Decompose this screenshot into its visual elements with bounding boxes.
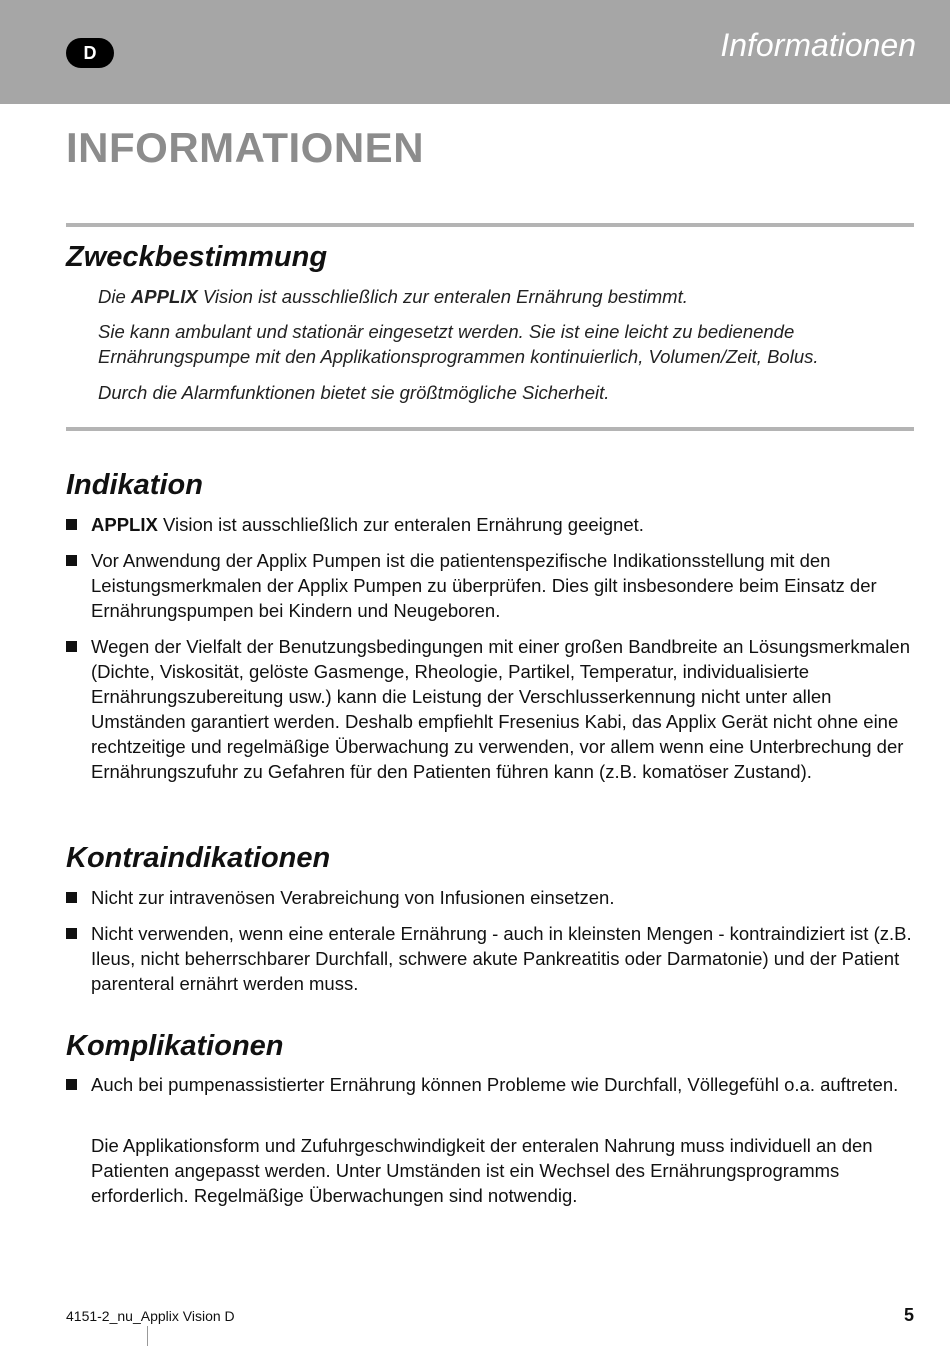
list-item: Auch bei pumpenassistierter Ernährung können Probleme wie Durchfall, Völlegefühl o.a. auftreten. [66,1072,916,1097]
indikation-list [66,512,916,795]
heading-kontraindikationen: Kontraindikationen [66,842,331,874]
zweck-paragraph-2: Sie kann ambulant und stationär eingesetzt werden. Sie ist eine leicht zu bedienende Ernährungspumpe mit den Applikationsprogrammen kontinuierlich, Volumen/Zeit, Bolus. [98,321,819,367]
square-bullet-icon [66,641,77,652]
brand-name: APPLIX [91,514,158,535]
komplikationen-list [66,1072,916,1108]
komplikationen-paragraph: Die Applikationsform und Zufuhrgeschwindigkeit der enteralen Nahrung muss individuell an den Patienten angepasst werden. Unter Umständen ist ein Wechsel des Ernährungsprogramms erforderlich. Regelmäßige Überwachungen sind notwendig. [91,1135,873,1206]
zweck-paragraph-3: Durch die Alarmfunktionen bietet sie größtmögliche Sicherheit. [98,382,610,403]
square-bullet-icon [66,555,77,566]
square-bullet-icon [66,892,77,903]
heading-indikation: Indikation [66,469,203,501]
language-badge: D [66,38,114,68]
kontraindikationen-list [66,885,916,1007]
crop-mark [147,1326,148,1346]
list-item: Wegen der Vielfalt der Benutzungsbedingungen mit einer großen Bandbreite an Lösungsmerkmalen (Dichte, Viskosität, gelöste Gasmenge, Rheologie, Partikel, Temperatur, individualisierte Ernährungszubereitung usw.) kann die Leistung der Verschlusserkennung nicht unter allen Umständen garantiert werden. Deshalb empfiehlt Fresenius Kabi, das Applix Gerät nicht ohne eine rechtzeitige und regelmäßige Überwachung zu verwenden, vor allem wenn eine Unterbrechung der Ernährungszufuhr zu Gefahren für den Patienten führen kann (z.B. komatöser Zustand). [66,634,916,784]
heading-zweckbestimmung: Zweckbestimmung [66,241,328,273]
page-number: 5 [903,1305,914,1325]
square-bullet-icon [66,928,77,939]
brand-name: APPLIX [130,286,198,307]
page-title: INFORMATIONEN [66,124,425,171]
header-title: Informationen [720,27,916,63]
list-item: Vor Anwendung der Applix Pumpen ist die patientenspezifische Indikationsstellung mit den Leistungsmerkmalen der Applix Pumpen zu überprüfen. Dies gilt insbesondere beim Einsatz der Ernährungspumpen bei Kindern und Neugeboren. [66,548,916,623]
list-item: Nicht zur intravenösen Verabreichung von Infusionen einsetzen. [66,885,916,910]
square-bullet-icon [66,1079,77,1090]
section-divider [66,223,914,227]
section-divider [66,427,914,431]
zweck-paragraph-1: Die APPLIX Vision ist ausschließlich zur enteralen Ernährung bestimmt. [98,286,688,307]
list-item: APPLIX Vision ist ausschließlich zur enteralen Ernährung geeignet. [66,512,916,537]
list-item: Nicht verwenden, wenn eine enterale Ernährung - auch in kleinsten Mengen - kontraindiziert ist (z.B. Ileus, nicht beherrschbarer Durchfall, schwere akute Pankreatitis oder Darmatonie) und der Patient parenteral ernährt werden muss. [66,921,916,996]
footer-document-id: 4151-2_nu_Applix Vision D [66,1308,235,1324]
heading-komplikationen: Komplikationen [66,1030,284,1062]
square-bullet-icon [66,519,77,530]
